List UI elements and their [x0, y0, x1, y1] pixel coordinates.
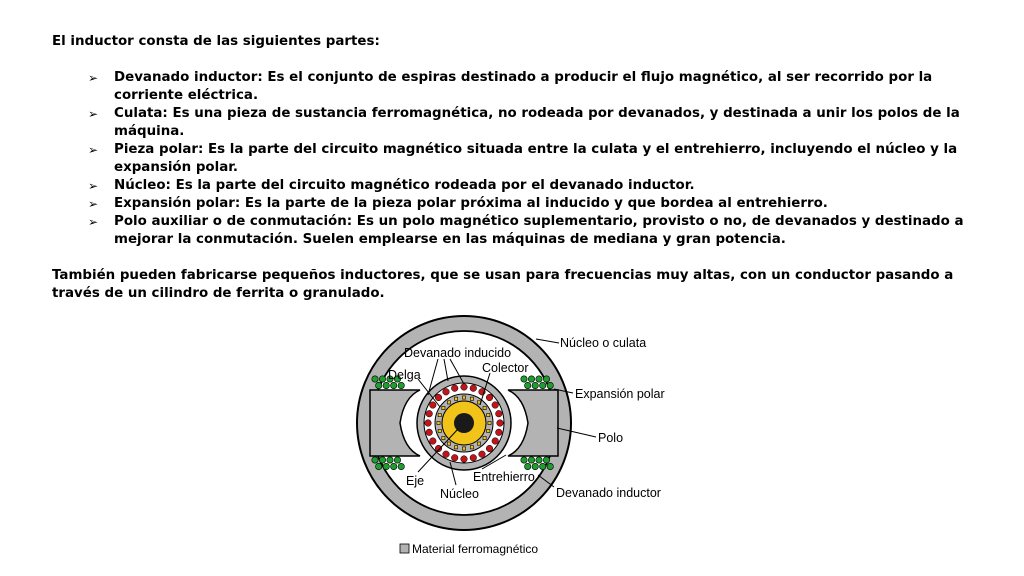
field-conductor — [376, 382, 382, 388]
armature-conductor — [435, 394, 442, 401]
armature-conductor — [496, 410, 503, 417]
commutator-segment — [447, 442, 450, 445]
field-conductor — [383, 463, 389, 469]
commutator-segment — [488, 421, 491, 424]
field-conductor — [540, 463, 546, 469]
field-conductor — [528, 376, 534, 382]
list-item: ➢ Núcleo: Es la parte del circuito magnético rodeada por el devanado inductor. — [114, 177, 982, 195]
armature-conductor — [461, 456, 468, 463]
field-conductor — [398, 463, 404, 469]
armature-conductor — [443, 451, 450, 458]
armature-conductor — [492, 438, 499, 445]
text-block — [52, 33, 982, 303]
armature-conductor — [496, 429, 503, 436]
label-devanado-inductor: Devanado inductor — [556, 486, 661, 500]
field-conductor — [543, 376, 549, 382]
machine-diagram — [340, 305, 700, 563]
label-entrehierro: Entrehierro — [473, 470, 535, 484]
armature-conductor — [486, 445, 493, 452]
commutator-segment — [477, 442, 480, 445]
armature-conductor — [435, 445, 442, 452]
field-conductor — [372, 376, 378, 382]
label-devanado-inducido: Devanado inducido — [404, 346, 512, 360]
armature-conductor — [443, 389, 450, 396]
commutator-segment — [483, 436, 486, 439]
armature-conductor — [430, 402, 437, 409]
field-conductor — [521, 376, 527, 382]
label-nucleo-culata: Núcleo o culata — [560, 336, 647, 350]
armature-conductor — [470, 385, 477, 392]
armature-conductor — [451, 385, 458, 392]
field-conductor — [391, 463, 397, 469]
list-item: ➢ Devanado inductor: Es el conjunto de espiras destinado a producir el flujo magnético, al ser recorrido por la corriente eléctrica. — [114, 69, 982, 105]
field-conductor — [391, 382, 397, 388]
field-conductor — [379, 457, 385, 463]
commutator-segment — [437, 421, 440, 424]
commutator-segment — [438, 429, 441, 432]
commutator-segment — [442, 436, 445, 439]
legend-label: Material ferromagnético — [412, 542, 539, 556]
label-expansion-polar: Expansión polar — [575, 387, 665, 401]
commutator-segment — [442, 406, 445, 409]
field-conductor — [532, 463, 538, 469]
field-conductor — [525, 382, 531, 388]
armature-conductor — [470, 455, 477, 462]
field-conductor — [536, 376, 542, 382]
field-conductor — [528, 457, 534, 463]
list-item: ➢ Expansión polar: Es la parte de la pieza polar próxima al inducido y que bordea al entrehierro. — [114, 195, 982, 213]
commutator-segment — [455, 446, 458, 449]
list-item: ➢ Pieza polar: Es la parte del circuito magnético situada entre la culata y el entrehierro, incluyendo el núcleo y la expansión polar. — [114, 141, 982, 177]
armature-conductor — [425, 420, 432, 427]
armature-conductor — [486, 394, 493, 401]
field-conductor — [543, 457, 549, 463]
label-colector: Colector — [482, 361, 529, 375]
commutator-segment — [462, 396, 465, 399]
commutator-segment — [447, 401, 450, 404]
commutator-segment — [487, 429, 490, 432]
commutator-segment — [470, 397, 473, 400]
armature-conductor — [451, 455, 458, 462]
label-delga: Delga — [388, 368, 421, 382]
intro-text: El inductor consta de las siguientes partes: — [52, 34, 380, 49]
closing-text: También pueden fabricarse pequeños inductores, que se usan para frecuencias muy altas, con un conductor pasando a través de un cilindro de ferrita o granulado. — [52, 268, 954, 301]
armature-conductor — [492, 402, 499, 409]
commutator-segment — [487, 414, 490, 417]
armature-conductor — [426, 410, 433, 417]
commutator-segment — [462, 447, 465, 450]
field-conductor — [547, 463, 553, 469]
armature-conductor — [430, 438, 437, 445]
field-conductor — [521, 457, 527, 463]
field-conductor — [398, 382, 404, 388]
label-eje: Eje — [406, 474, 425, 488]
leader-nucleo-culata — [536, 339, 559, 343]
list-item: ➢ Culata: Es una pieza de sustancia ferromagnética, no rodeada por devanados, y destinada a unir los polos de la máquina. — [114, 105, 982, 141]
label-nucleo: Núcleo — [440, 487, 479, 501]
commutator-segment — [438, 414, 441, 417]
commutator-segment — [470, 446, 473, 449]
field-conductor — [376, 463, 382, 469]
armature-conductor — [461, 384, 468, 391]
armature-conductor — [479, 451, 486, 458]
label-polo: Polo — [598, 431, 624, 445]
field-conductor — [383, 382, 389, 388]
field-conductor — [547, 382, 553, 388]
field-conductor — [387, 457, 393, 463]
commutator-segment — [483, 406, 486, 409]
commutator-segment — [455, 397, 458, 400]
list-item: ➢ Polo auxiliar o de conmutación: Es un polo magnético suplementario, provisto o no, de devanados y destinado a mejorar la conmutación. Suelen emplearse en las máquinas de mediana y gran potencia. — [114, 213, 982, 249]
field-conductor — [379, 376, 385, 382]
legend-swatch — [400, 544, 409, 553]
field-conductor — [532, 382, 538, 388]
field-conductor — [540, 382, 546, 388]
field-conductor — [536, 457, 542, 463]
field-conductor — [525, 463, 531, 469]
armature-conductor — [426, 429, 433, 436]
parts-list — [52, 69, 982, 249]
field-conductor — [394, 457, 400, 463]
armature-conductor — [497, 420, 504, 427]
machine-diagram-svg — [340, 305, 700, 563]
field-conductor — [372, 457, 378, 463]
